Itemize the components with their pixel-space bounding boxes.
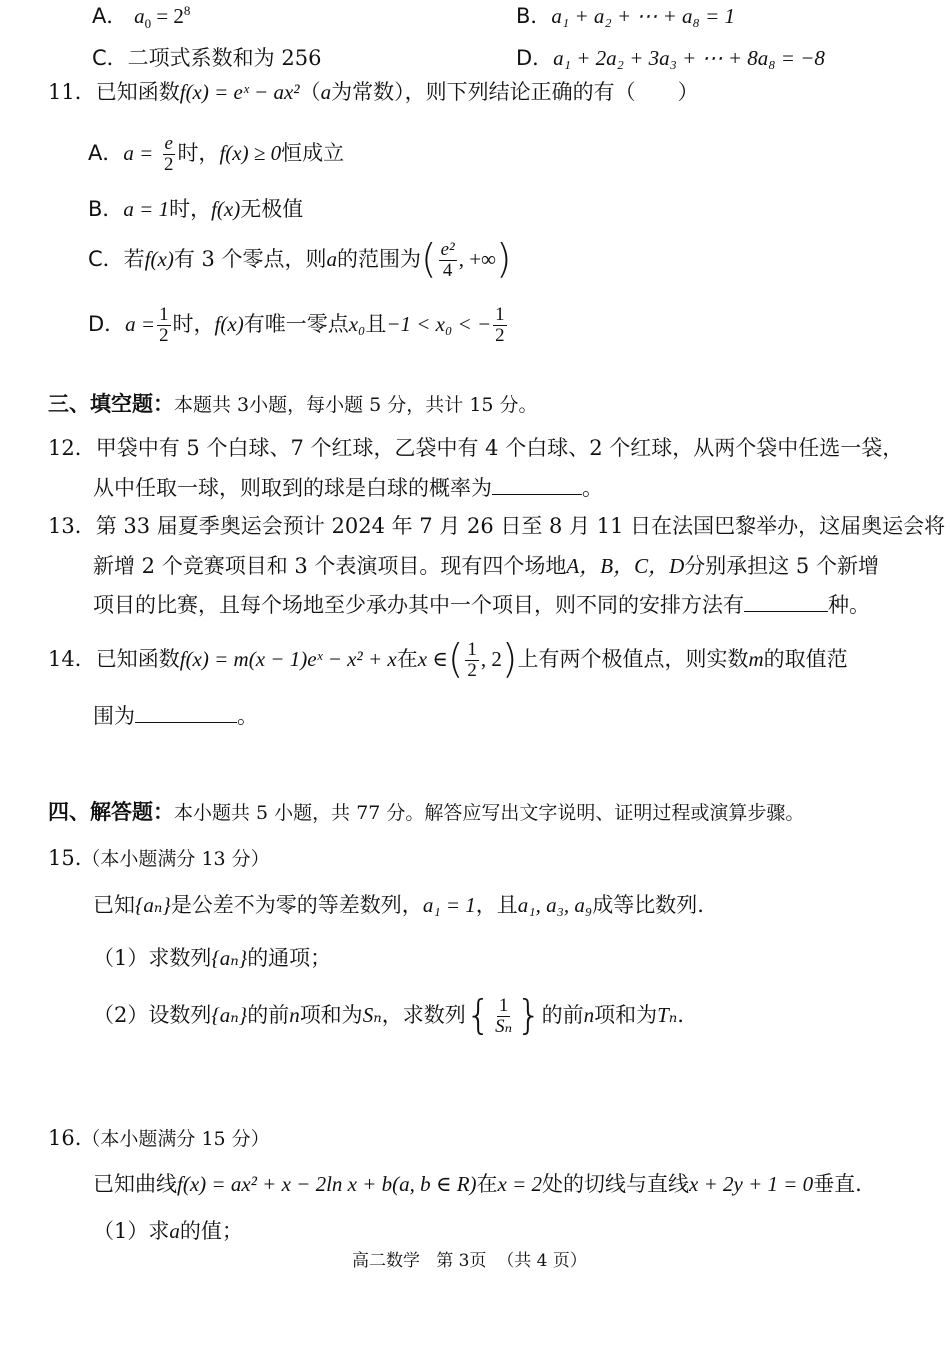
q15-header: 15.（本小题满分 13 分） [48,846,270,870]
q14-line-2: 围为 。 [93,704,258,728]
q10-option-d: D．a₁ + 2a₂ + 3a₃ + ⋯ + 8a₈ = −8 [516,46,825,70]
q11-option-c: C．若f(x)有 3 个零点，则a的范围为( $\frac{\text{e²}}{4}$ , +∞) [88,236,512,283]
q13-line-2: 新增 2 个竞赛项目和 3 个表演项目。现有四个场地A，B，C，D分别承担这 5 个新增 [93,554,879,578]
section-3-heading: 三、填空题：本题共 3小题，每小题 5 分，共计 15 分。 [48,392,538,416]
q13-line-3: 项目的比赛，且每个场地至少承办其中一个项目，则不同的安排方法有 种。 [93,593,870,617]
q12-line-1: 12．甲袋中有 5 个白球、7 个红球，乙袋中有 4 个白球、2 个红球，从两个袋中任选一袋， [48,436,904,460]
q15-stem: 已知{aₙ}是公差不为零的等差数列，a₁ = 1，且a₁, a₃, a₉成等比数列. [93,893,704,917]
q13-line-1: 13．第 33 届夏季奥运会预计 2024 年 7 月 26 日至 8 月 11 日在法国巴黎举办，这届奥运会将 [48,514,946,538]
question-number: 11． [48,80,96,104]
section-4-heading: 四、解答题：本小题共 5 小题，共 77 分。解答应写出文字说明、证明过程或演算步骤。 [48,800,805,824]
q15-part-1: （1）求数列{aₙ}的通项； [93,946,332,970]
q16-part-1: （1）求a的值； [93,1219,243,1243]
q11-option-d: D．a = $\frac{1}{2}$ 时，f(x)有唯一零点x₀且−1 < x₀ < − $\frac{1}{2}$ [88,304,505,346]
q11-stem: 11．已知函数f(x) = eˣ − ax²（a为常数），则下列结论正确的有（ ） [48,80,699,104]
page-footer: 高二数学 第 3页 （共 4 页） [352,1251,587,1271]
question-number: 14． [48,646,96,671]
q14-line-1: 14．已知函数f(x) = m(x − 1)eˣ − x² + x在x ∈( $\frac{1}{2}$ , 2)上有两个极值点，则实数m的取值范 [48,636,848,683]
answer-blank[interactable] [492,476,582,495]
q10-option-a: A． $a_0 = 2^8$ [92,3,191,32]
question-number: 13． [48,514,96,538]
question-number: 12． [48,436,96,460]
q12-line-2: 从中任取一球，则取到的球是白球的概率为 。 [93,476,603,500]
q16-stem: 已知曲线f(x) = ax² + x − 2ln x + b(a, b ∈ R)在x = 2处的切线与直线x + 2y + 1 = 0垂直. [93,1172,862,1196]
q11-option-b: B．a = 1时，f(x)无极值 [88,197,304,221]
question-number: 16. [48,1126,82,1150]
q16-header: 16.（本小题满分 15 分） [48,1126,270,1150]
q10-option-c: C．二项式系数和为 256 [92,46,322,70]
question-number: 15. [48,846,82,870]
q11-option-a: A．a = $\frac{e}{2}$ 时，f(x) ≥ 0恒成立 [88,133,345,175]
answer-blank[interactable] [135,704,237,723]
q15-part-2: （2）设数列{aₙ}的前n项和为Sₙ，求数列{ $\frac{1}{\text{Sₙ}}$ }的前n项和为Tₙ. [93,992,684,1039]
answer-blank[interactable] [744,593,828,612]
q10-option-b: B．a₁ + a₂ + ⋯ + a₈ = 1 [516,4,736,28]
